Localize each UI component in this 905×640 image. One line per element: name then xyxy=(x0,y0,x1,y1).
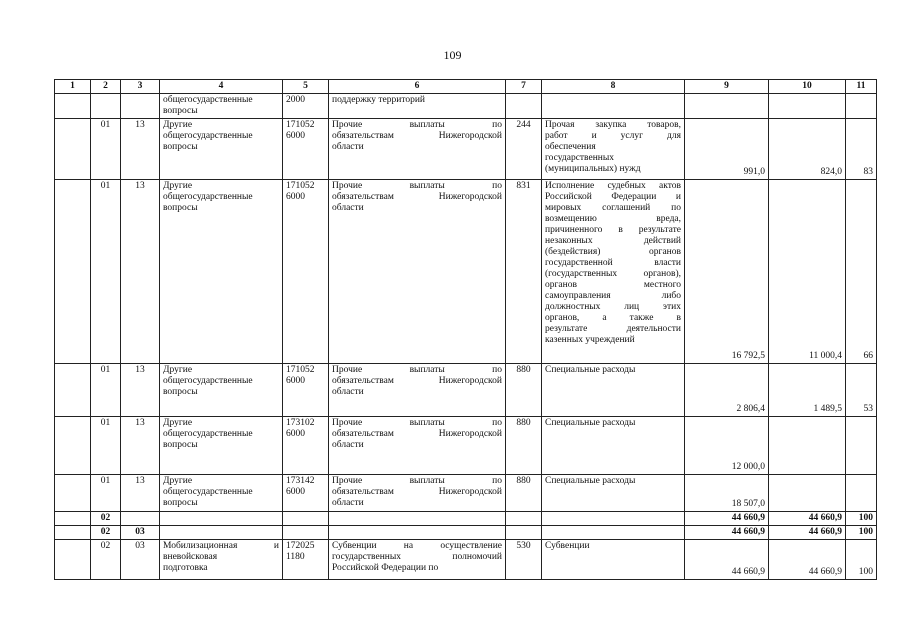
section-name xyxy=(160,475,283,512)
planned-amount xyxy=(685,94,769,119)
section-name-line: вневойсковая xyxy=(163,552,218,562)
column-header: 3 xyxy=(121,80,160,94)
col1-cell xyxy=(55,94,91,119)
planned-amount: 12 000,0 xyxy=(685,417,769,475)
table-row xyxy=(55,526,877,540)
target-article-code xyxy=(283,417,329,475)
section-code: 01 xyxy=(91,119,121,180)
table-row xyxy=(55,364,877,417)
table-row xyxy=(55,540,877,580)
article-name-line: государственных полномочий xyxy=(332,552,502,562)
section-code: 01 xyxy=(91,364,121,417)
article-name xyxy=(329,417,506,475)
target-article-code-line: 171052 xyxy=(286,365,315,375)
percent-executed: 100 xyxy=(846,540,877,580)
section-name-line: Другие xyxy=(163,120,193,130)
target-article-code xyxy=(283,180,329,364)
column-header: 1 xyxy=(55,80,91,94)
table-row xyxy=(55,417,877,475)
section-name-line: вопросы xyxy=(163,440,198,450)
section-name-line: Другие xyxy=(163,181,193,191)
article-name-line: обязательствам Нижегородской xyxy=(332,376,502,386)
section-name-line: вопросы xyxy=(163,498,198,508)
col1-cell xyxy=(55,119,91,180)
expense-type-name-line: возмещению вреда, xyxy=(545,214,681,224)
article-name xyxy=(329,512,506,526)
article-name xyxy=(329,364,506,417)
percent-executed: 66 xyxy=(846,180,877,364)
section-name-line: вопросы xyxy=(163,203,198,213)
planned-amount: 44 660,9 xyxy=(685,540,769,580)
expense-type-name xyxy=(542,512,685,526)
article-name-line: обязательствам Нижегородской xyxy=(332,192,502,202)
expense-type-name xyxy=(542,417,685,475)
expense-type-name-line: Специальные расходы xyxy=(545,365,636,375)
expense-type-name-line: (государственных органов), xyxy=(545,269,681,279)
expense-type-name-line: казенных учреждений xyxy=(545,335,635,345)
section-name xyxy=(160,180,283,364)
expense-type-name-line: органов местного xyxy=(545,280,681,290)
expense-type-name-line: Исполнение судебных актов xyxy=(545,181,681,191)
subsection-code: 13 xyxy=(121,119,160,180)
section-name xyxy=(160,512,283,526)
expense-type-name xyxy=(542,364,685,417)
column-header: 11 xyxy=(846,80,877,94)
column-header: 9 xyxy=(685,80,769,94)
expense-type-code xyxy=(506,94,542,119)
target-article-code xyxy=(283,475,329,512)
section-code: 02 xyxy=(91,512,121,526)
expense-type-code: 244 xyxy=(506,119,542,180)
expense-type-code xyxy=(506,512,542,526)
col1-cell xyxy=(55,180,91,364)
actual-amount: 11 000,4 xyxy=(769,180,846,364)
target-article-code-line: 171052 xyxy=(286,181,315,191)
actual-amount: 44 660,9 xyxy=(769,526,846,540)
expense-type-name-line: Прочая закупка товаров, xyxy=(545,120,681,130)
percent-executed xyxy=(846,94,877,119)
section-name xyxy=(160,417,283,475)
percent-executed: 100 xyxy=(846,512,877,526)
expense-type-name-line: результате деятельности xyxy=(545,324,681,334)
expense-type-code xyxy=(506,526,542,540)
article-name-line: Прочие выплаты по xyxy=(332,120,502,130)
column-header: 8 xyxy=(542,80,685,94)
section-name-line: общегосударственные xyxy=(163,131,253,141)
actual-amount xyxy=(769,475,846,512)
section-name-line: общегосударственные xyxy=(163,95,253,105)
target-article-code-line: 171052 xyxy=(286,120,315,130)
section-code: 01 xyxy=(91,475,121,512)
article-name xyxy=(329,540,506,580)
section-name xyxy=(160,119,283,180)
expense-type-name-line: мировых соглашений по xyxy=(545,203,681,213)
section-name-line: вопросы xyxy=(163,142,198,152)
expense-type-name-line: Специальные расходы xyxy=(545,476,636,486)
planned-amount: 991,0 xyxy=(685,119,769,180)
section-name xyxy=(160,364,283,417)
percent-executed: 53 xyxy=(846,364,877,417)
target-article-code-line: 6000 xyxy=(286,192,305,202)
article-name-line: обязательствам Нижегородской xyxy=(332,131,502,141)
article-name-line: Прочие выплаты по xyxy=(332,181,502,191)
target-article-code-line: 173102 xyxy=(286,418,315,428)
target-article-code-line: 173142 xyxy=(286,476,315,486)
actual-amount: 44 660,9 xyxy=(769,540,846,580)
expense-type-name-line: Субвенции xyxy=(545,541,590,551)
subsection-code: 13 xyxy=(121,475,160,512)
planned-amount: 18 507,0 xyxy=(685,475,769,512)
actual-amount xyxy=(769,417,846,475)
budget-table xyxy=(54,79,877,580)
expense-type-name-line: Российской Федерации и xyxy=(545,192,681,202)
section-name-line: Мобилизационная и xyxy=(163,541,279,551)
section-name xyxy=(160,94,283,119)
column-header: 2 xyxy=(91,80,121,94)
expense-type-code: 831 xyxy=(506,180,542,364)
percent-executed xyxy=(846,475,877,512)
section-name-line: Другие xyxy=(163,418,193,428)
section-code: 02 xyxy=(91,526,121,540)
column-header: 4 xyxy=(160,80,283,94)
article-name-line: области xyxy=(332,387,364,397)
article-name-line: Субвенции на осуществление xyxy=(332,541,502,551)
expense-type-code: 880 xyxy=(506,417,542,475)
section-code xyxy=(91,94,121,119)
section-name-line: общегосударственные xyxy=(163,429,253,439)
article-name xyxy=(329,119,506,180)
expense-type-name-line: самоуправления либо xyxy=(545,291,681,301)
page-number: 109 xyxy=(443,48,462,62)
article-name-line: Российской Федерации по xyxy=(332,563,439,573)
expense-type-name-line: должностных лиц этих xyxy=(545,302,681,312)
expense-type-name-line: обеспечения xyxy=(545,142,596,152)
article-name-line: поддержку территорий xyxy=(332,95,426,105)
expense-type-name xyxy=(542,119,685,180)
planned-amount: 16 792,5 xyxy=(685,180,769,364)
section-name-line: общегосударственные xyxy=(163,376,253,386)
article-name-line: области xyxy=(332,203,364,213)
article-name xyxy=(329,526,506,540)
target-article-code xyxy=(283,526,329,540)
column-header: 6 xyxy=(329,80,506,94)
article-name-line: области xyxy=(332,142,364,152)
column-header: 5 xyxy=(283,80,329,94)
expense-type-name-line: органов, а также в xyxy=(545,313,681,323)
expense-type-name xyxy=(542,475,685,512)
target-article-code xyxy=(283,512,329,526)
article-name-line: области xyxy=(332,498,364,508)
actual-amount: 1 489,5 xyxy=(769,364,846,417)
col1-cell xyxy=(55,364,91,417)
actual-amount: 44 660,9 xyxy=(769,512,846,526)
column-header: 7 xyxy=(506,80,542,94)
col1-cell xyxy=(55,540,91,580)
actual-amount: 824,0 xyxy=(769,119,846,180)
target-article-code-line: 6000 xyxy=(286,131,305,141)
table-row xyxy=(55,119,877,180)
section-name xyxy=(160,526,283,540)
percent-executed xyxy=(846,417,877,475)
article-name xyxy=(329,180,506,364)
article-name-line: Прочие выплаты по xyxy=(332,476,502,486)
expense-type-name-line: работ и услуг для xyxy=(545,131,681,141)
planned-amount: 2 806,4 xyxy=(685,364,769,417)
expense-type-name-line: государственной власти xyxy=(545,258,681,268)
subsection-code: 13 xyxy=(121,364,160,417)
expense-type-name-line: незаконных действий xyxy=(545,236,681,246)
section-name-line: общегосударственные xyxy=(163,487,253,497)
column-header: 10 xyxy=(769,80,846,94)
article-name-line: области xyxy=(332,440,364,450)
target-article-code-line: 172025 xyxy=(286,541,315,551)
expense-type-code: 880 xyxy=(506,475,542,512)
subsection-code: 03 xyxy=(121,540,160,580)
percent-executed: 83 xyxy=(846,119,877,180)
planned-amount: 44 660,9 xyxy=(685,526,769,540)
table-header-row xyxy=(55,80,877,94)
section-name-line: подготовка xyxy=(163,563,208,573)
target-article-code-line: 6000 xyxy=(286,376,305,386)
section-name-line: общегосударственные xyxy=(163,192,253,202)
section-name-line: Другие xyxy=(163,476,193,486)
expense-type-name-line: причиненного в результате xyxy=(545,225,681,235)
section-code: 02 xyxy=(91,540,121,580)
percent-executed: 100 xyxy=(846,526,877,540)
expense-type-name xyxy=(542,94,685,119)
article-name-line: Прочие выплаты по xyxy=(332,365,502,375)
subsection-code: 13 xyxy=(121,180,160,364)
target-article-code xyxy=(283,364,329,417)
col1-cell xyxy=(55,526,91,540)
table-row xyxy=(55,94,877,119)
actual-amount xyxy=(769,94,846,119)
section-name-line: вопросы xyxy=(163,387,198,397)
target-article-code xyxy=(283,94,329,119)
section-name-line: вопросы xyxy=(163,106,198,116)
article-name xyxy=(329,475,506,512)
expense-type-name-line: Специальные расходы xyxy=(545,418,636,428)
expense-type-name-line: (бездействия) органов xyxy=(545,247,681,257)
subsection-code xyxy=(121,512,160,526)
section-name xyxy=(160,540,283,580)
expense-type-name-line: государственных xyxy=(545,153,615,163)
section-code: 01 xyxy=(91,180,121,364)
target-article-code-line: 6000 xyxy=(286,487,305,497)
table-row xyxy=(55,475,877,512)
article-name-line: обязательствам Нижегородской xyxy=(332,429,502,439)
subsection-code xyxy=(121,94,160,119)
expense-type-name xyxy=(542,540,685,580)
target-article-code-line: 1180 xyxy=(286,552,305,562)
expense-type-name-line: (муниципальных) нужд xyxy=(545,164,641,174)
target-article-code-line: 6000 xyxy=(286,429,305,439)
table-row xyxy=(55,180,877,364)
col1-cell xyxy=(55,417,91,475)
article-name-line: обязательствам Нижегородской xyxy=(332,487,502,497)
planned-amount: 44 660,9 xyxy=(685,512,769,526)
col1-cell xyxy=(55,475,91,512)
target-article-code xyxy=(283,119,329,180)
expense-type-code: 530 xyxy=(506,540,542,580)
article-name xyxy=(329,94,506,119)
subsection-code: 03 xyxy=(121,526,160,540)
expense-type-code: 880 xyxy=(506,364,542,417)
article-name-line: Прочие выплаты по xyxy=(332,418,502,428)
target-article-code xyxy=(283,540,329,580)
expense-type-name xyxy=(542,180,685,364)
section-code: 01 xyxy=(91,417,121,475)
subsection-code: 13 xyxy=(121,417,160,475)
expense-type-name xyxy=(542,526,685,540)
section-name-line: Другие xyxy=(163,365,193,375)
target-article-code-line: 2000 xyxy=(286,95,305,105)
col1-cell xyxy=(55,512,91,526)
table-row xyxy=(55,512,877,526)
